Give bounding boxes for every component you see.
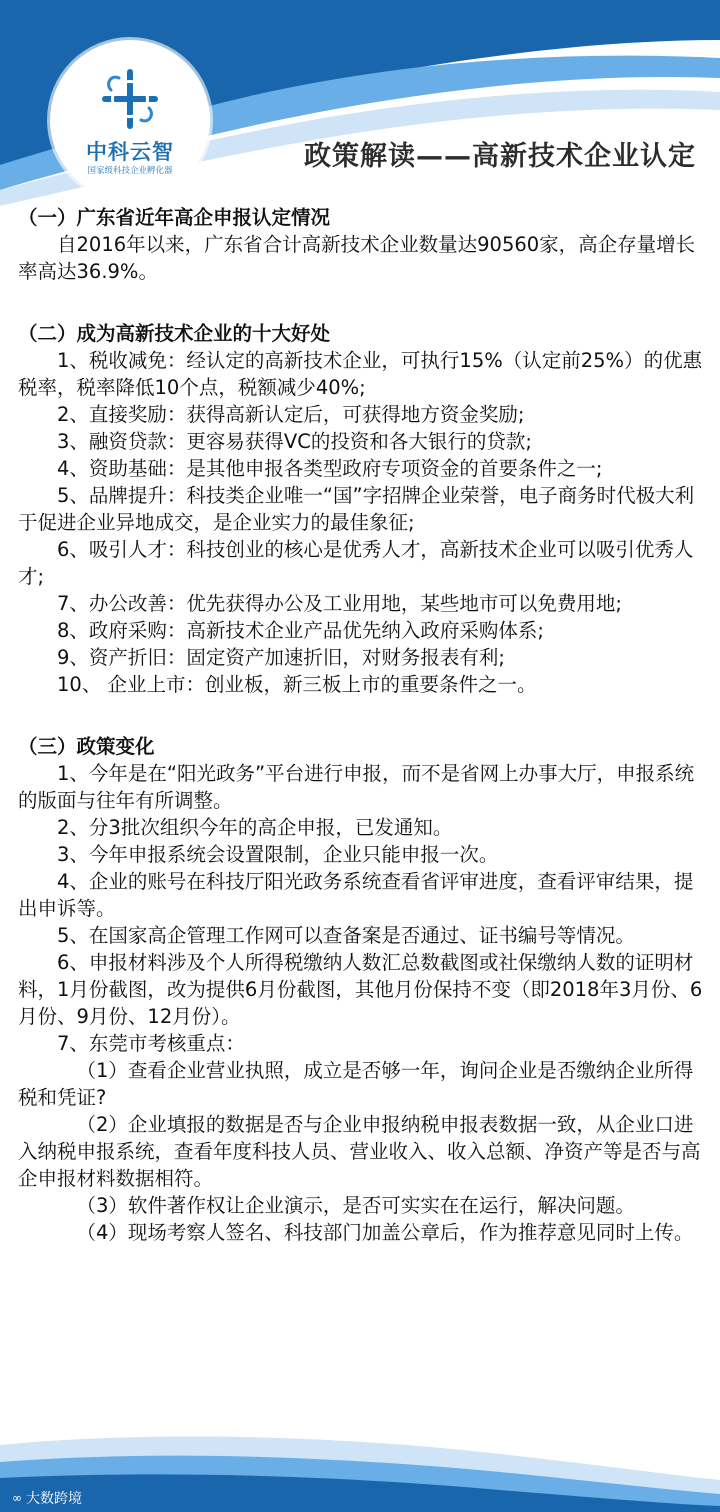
document-body xyxy=(18,204,708,1246)
paragraph: 自2016年以来，广东省合计高新技术企业数量达90560家，高企存量增长率高达36.9%。 xyxy=(18,233,696,283)
watermark-text: 大数跨境 xyxy=(26,1491,82,1507)
list-item: 6、申报材料涉及个人所得税缴纳人数汇总数截图或社保缴纳人数的证明材料，1月份截图，改为提供6月份截图，其他月份保持不变（即2018年3月份、6月份、9月份、12月份）。 xyxy=(18,951,703,1028)
section-spacer xyxy=(18,698,708,733)
watermark xyxy=(12,1488,82,1508)
list-item: 1、税收减免：经认定的高新技术企业，可执行15%（认定前25%）的优惠税率，税率降低10个点，税额减少40%; xyxy=(18,349,703,399)
brand-tagline: 国家级科技企业孵化器 xyxy=(87,166,173,176)
list-item: 3、融资贷款：更容易获得VC的投资和各大银行的贷款; xyxy=(57,430,532,453)
sub-list-item: （4）现场考察人签名、科技部门加盖公章后，作为推荐意见同时上传。 xyxy=(76,1221,694,1244)
section-heading: （二）成为高新技术企业的十大好处 xyxy=(18,322,331,345)
brand-cloud-cross-icon xyxy=(97,66,163,132)
sub-list-item: （3）软件著作权让企业演示，是否可实实在在运行，解决问题。 xyxy=(76,1194,635,1217)
list-item: 2、直接奖励：获得高新认定后，可获得地方资金奖励; xyxy=(57,403,525,426)
infinity-icon: ∞ xyxy=(12,1491,22,1505)
section-heading: （一）广东省近年高企申报认定情况 xyxy=(18,206,331,229)
brand-name: 中科云智 xyxy=(86,140,174,164)
list-item: 6、吸引人才：科技创业的核心是优秀人才，高新技术企业可以吸引优秀人才; xyxy=(18,538,694,588)
list-item: 7、东莞市考核重点： xyxy=(57,1032,245,1055)
list-item: 5、品牌提升：科技类企业唯一“国”字招牌企业荣誉，电子商务时代极大利于促进企业异地成交，是企业实力的最佳象征; xyxy=(18,484,695,534)
section-heading: （三）政策变化 xyxy=(18,735,155,758)
list-item: 3、今年申报系统会设置限制，企业只能申报一次。 xyxy=(57,843,499,866)
list-item: 9、资产折旧：固定资产加速折旧，对财务报表有利; xyxy=(57,646,505,669)
list-item: 7、办公改善：优先获得办公及工业用地，某些地市可以免费用地; xyxy=(57,592,622,615)
list-item: 10、 企业上市：创业板，新三板上市的重要条件之一。 xyxy=(57,673,537,696)
section-spacer xyxy=(18,285,708,320)
brand-logo xyxy=(50,40,210,200)
list-item: 4、资助基础：是其他申报各类型政府专项资金的首要条件之一; xyxy=(57,457,603,480)
sub-list-item: （1）查看企业营业执照，成立是否够一年，询问企业是否缴纳企业所得税和凭证? xyxy=(18,1059,694,1109)
list-item: 5、在国家高企管理工作网可以查备案是否通过、证书编号等情况。 xyxy=(57,924,635,947)
list-item: 2、分3批次组织今年的高企申报，已发通知。 xyxy=(57,816,453,839)
list-item: 8、政府采购：高新技术企业产品优先纳入政府采购体系; xyxy=(57,619,544,642)
page-title: 政策解读——高新技术企业认定 xyxy=(304,141,696,172)
list-item: 1、今年是在“阳光政务”平台进行申报，而不是省网上办事大厅，申报系统的版面与往年有所调整。 xyxy=(18,762,695,812)
sub-list-item: （2）企业填报的数据是否与企业申报纳税申报表数据一致，从企业口进入纳税申报系统，查看年度科技人员、营业收入、收入总额、净资产等是否与高企申报材料数据相符。 xyxy=(18,1113,701,1190)
list-item: 4、企业的账号在科技厅阳光政务系统查看省评审进度，查看评审结果，提出申诉等。 xyxy=(18,870,694,920)
